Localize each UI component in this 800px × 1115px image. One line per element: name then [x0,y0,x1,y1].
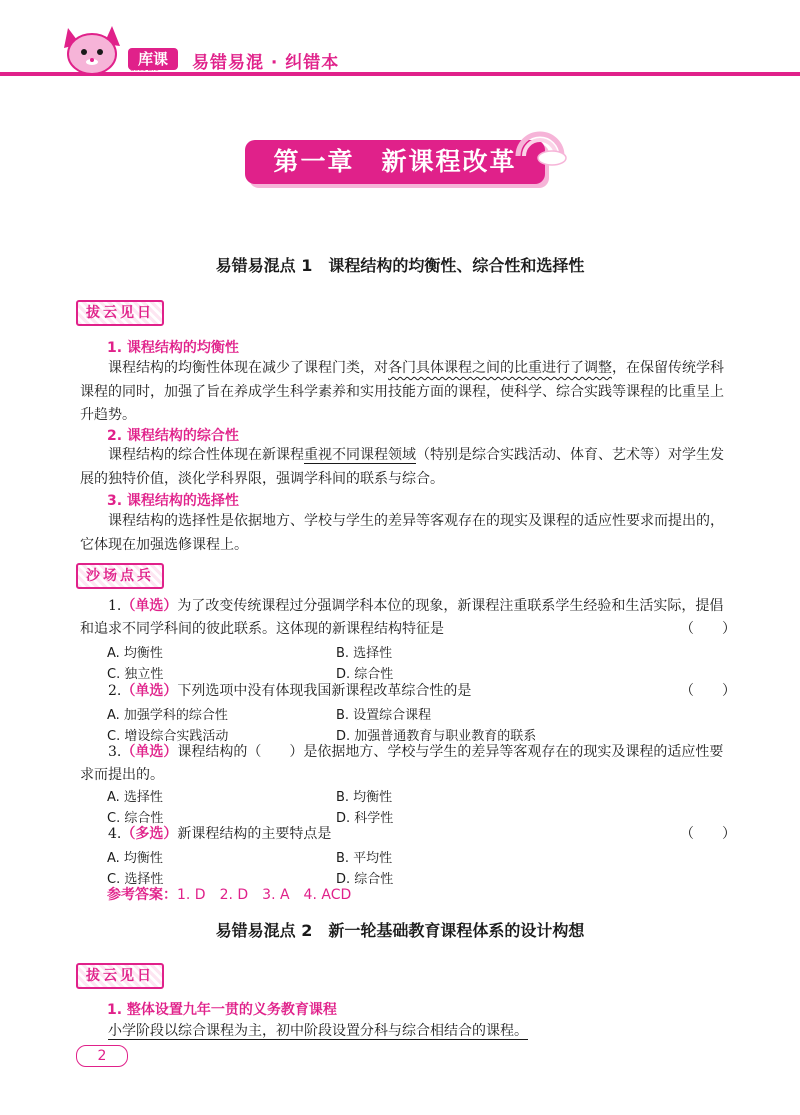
option-3d: D. 科学性 [336,811,394,826]
option-4d: D. 综合性 [336,872,394,887]
subheading-selectivity: 3. 课程结构的选择性 [107,493,239,509]
section-heading-1: 易错易混点 1 课程结构的均衡性、综合性和选择性 [215,256,585,275]
question-4 [80,823,725,846]
option-3a: A. 选择性 [107,790,163,805]
question-stem: 新课程结构的主要特点是 [177,826,332,842]
reference-answers [107,884,351,904]
section-heading-2: 易错易混点 2 新一轮基础教育课程体系的设计构想 [215,921,585,940]
question-number: 4. [108,826,122,842]
answer-paren-1: （ ） [680,621,736,637]
paragraph-text: 课程结构的综合性体现在新课程 [108,447,304,463]
tag-clear-insight-1: 拔云见日 [76,300,164,326]
question-type: （单选） [121,683,178,699]
option-2b: B. 设置综合课程 [336,708,432,723]
paragraph-selectivity: 课程结构的选择性是依据地方、学校与学生的差异等客观存在的现实及课程的适应性要求而提出的，它体现在加强选修课程上。 [80,513,724,553]
question-3 [80,741,725,787]
chapter-title: 第一章 新课程改革 [245,140,545,184]
question-stem: 为了改变传统课程过分强调学科本位的现象，新课程注重联系学生经验和生活实际，提倡和追求不同学科间的彼此联系。这体现的新课程结构特征是 [80,598,724,637]
question-type: （单选） [121,744,178,760]
fox-mascot-logo [60,22,130,78]
option-1c: C. 独立性 [107,667,164,682]
paragraph-balance [80,357,725,428]
question-type: （多选） [121,826,178,842]
answer-paren-4: （ ） [680,826,736,842]
question-number: 3. [108,744,122,760]
answers-label: 参考答案： [107,887,177,903]
option-1a: A. 均衡性 [107,646,163,661]
option-3b: B. 均衡性 [336,790,393,805]
brand-logo: 库课 [128,48,178,70]
question-type: （单选） [121,598,178,614]
question-2 [80,680,725,703]
paragraph-nine-year: 小学阶段以综合课程为主，初中阶段设置分科与综合相结合的课程。 [108,1023,528,1039]
brand-subtitle: Good Life [130,66,159,73]
option-2c: C. 增设综合实践活动 [107,729,229,744]
paragraph-text: （特别是综合实践活动、体育、艺术等）对学生发展的独特价值，淡化学科界限，强调学科间的联系与综合。 [80,447,724,487]
option-2d: D. 加强普通教育与职业教育的联系 [336,729,537,744]
option-4b: B. 平均性 [336,851,393,866]
emphasis-text: 各门具体课程之间的比重进行了调整 [388,360,612,376]
header-title: 易错易混 · 纠错本 [192,53,340,73]
answers-values: 1. D 2. D 3. A 4. ACD [177,887,352,903]
emphasis-text: 重视不同课程领域 [304,447,416,463]
option-4c: C. 选择性 [107,872,164,887]
subheading-balance: 1. 课程结构的均衡性 [107,340,239,356]
option-3c: C. 综合性 [107,811,164,826]
subheading-nine-year: 1. 整体设置九年一贯的义务教育课程 [107,1002,337,1018]
rainbow-cloud-icon [512,126,568,166]
paragraph-text: ，在保留传统学科课程的同时，加强了旨在养成学生科学素养和实用技能方面的课程，使科学、综合实践等课程的比重呈上升趋势。 [80,360,724,423]
question-number: 2. [108,683,122,699]
question-stem: 下列选项中没有体现我国新课程改革综合性的是 [177,683,472,699]
subheading-integration: 2. 课程结构的综合性 [107,428,239,444]
tag-practice: 沙场点兵 [76,563,164,589]
page-number: 2 [76,1045,128,1067]
paragraph-text: 课程结构的均衡性体现在减少了课程门类，对 [108,360,388,376]
question-number: 1. [108,598,122,614]
paragraph-integration [80,444,725,491]
option-2a: A. 加强学科的综合性 [107,708,228,723]
question-1 [80,595,725,641]
question-stem: 课程结构的（ ）是依据地方、学校与学生的差异等客观存在的现实及课程的适应性要求而提出的。 [80,744,724,783]
answer-paren-2: （ ） [680,683,736,699]
option-1b: B. 选择性 [336,646,393,661]
tag-clear-insight-2: 拔云见日 [76,963,164,989]
option-1d: D. 综合性 [336,667,394,682]
option-4a: A. 均衡性 [107,851,163,866]
